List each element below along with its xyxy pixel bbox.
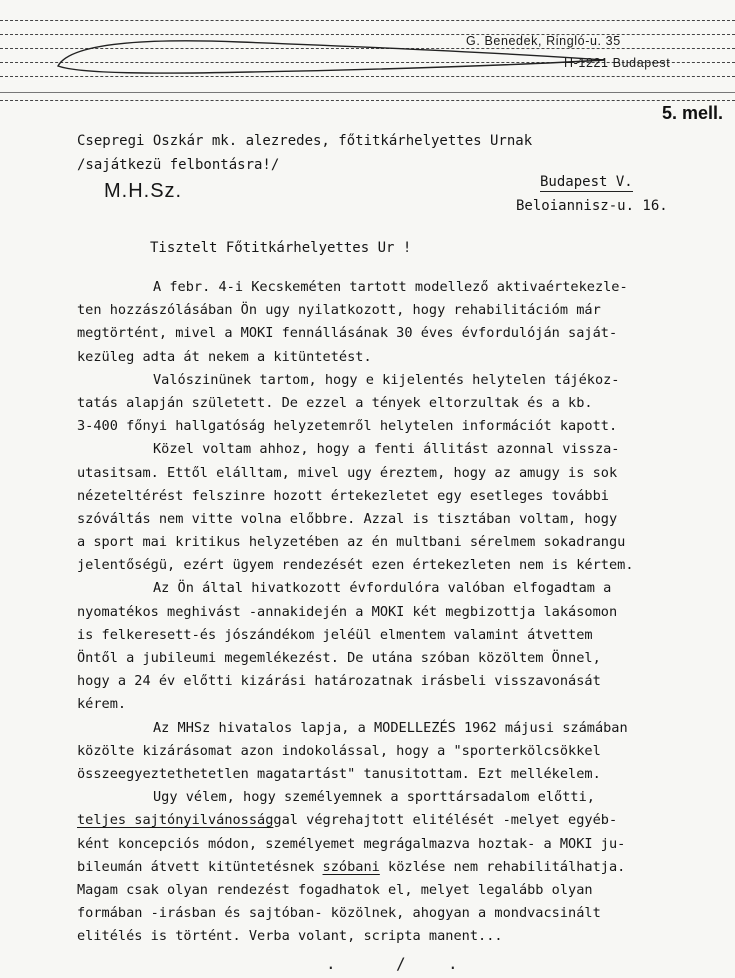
body-line-text: bileumán átvett kitüntetésnek <box>77 858 323 875</box>
body-line-text: közlése nem rehabilitálhatja. <box>379 858 626 875</box>
recipient-line-2: /sajátkezü felbontásra!/ <box>77 157 280 173</box>
body-line: megtörtént, mivel a MOKI fennállásának 30 éves évfordulóján saját- <box>77 325 618 342</box>
body-line: Magam csak olyan rendezést fogadhatok el, melyet legalább olyan <box>77 881 593 898</box>
page-mark: . <box>326 954 336 973</box>
body-line: Az MHSz hivatalos lapja, a MODELLEZÉS 1962 májusi számában <box>153 719 628 736</box>
footer-mark: / <box>396 954 406 973</box>
body-line: A febr. 4-i Kecskeméten tartott modellező aktivaértekezle- <box>153 279 628 295</box>
body-line: összeegyeztethetetlen magatartást" tanusitottam. Ezt mellékelem. <box>77 765 601 782</box>
letterhead <box>0 8 735 104</box>
letterhead-rule <box>0 100 735 101</box>
body-line: elitélés is történt. Verba volant, scripta manent... <box>77 928 503 945</box>
body-line <box>77 856 717 879</box>
body-line: Ugy vélem, hogy személyemnek a sporttársadalom előtti, <box>153 789 595 806</box>
location-city: Budapest V. <box>540 174 633 190</box>
body-line: ként koncepciós módon, személyemet megrágalmazva hoztak- a MOKI ju- <box>77 835 626 852</box>
underlined-text: teljes sajtónyilvánosság <box>77 812 274 829</box>
body-line: kezüleg adta át nekem a kitüntetést. <box>77 348 372 365</box>
body-line <box>77 809 717 832</box>
body-line: Öntől a jubileumi megemlékezést. De utána szóban közöltem Önnel, <box>77 650 601 666</box>
attachment-mark: 5. mell. <box>662 103 724 123</box>
body-line: utasitsam. Ettől elálltam, mivel ugy éreztem, hogy az amugy is sok <box>77 464 618 481</box>
location-street: Beloiannisz-u. 16. <box>516 198 668 214</box>
body-line: közölte kizárásomat azon indokolással, hogy a "sporterkölcsökkel <box>77 742 601 759</box>
letterhead-rule <box>0 92 735 93</box>
recipient-line-1: Csepregi Oszkár mk. alezredes, főtitkárhelyettes Urnak <box>77 133 533 149</box>
body-line: kérem. <box>77 696 127 713</box>
letterhead-postal-city: H-1221 Budapest <box>564 56 671 70</box>
handwritten-org: M.H.Sz. <box>104 180 183 202</box>
letterhead-rule <box>0 20 735 21</box>
letter-body <box>77 276 717 948</box>
salutation: Tisztelt Főtitkárhelyettes Ur ! <box>150 240 412 256</box>
body-line: 3-400 főnyi hallgatóság helyzetemről helytelen információt kapott. <box>77 418 618 435</box>
body-line: a sport mai kritikus helyzetében az én multbani sérelmem sokadrangu <box>77 534 626 551</box>
body-line: Valószinünek tartom, hogy e kijelentés helytelen tájékoz- <box>153 371 620 388</box>
body-line: szóváltás nem vitte volna előbbre. Azzal is tisztában voltam, hogy <box>77 510 618 527</box>
underlined-text: szóbani <box>322 858 380 875</box>
body-line: nézeteltérést felszinre hozott értekezletet egy esetleges további <box>77 487 609 504</box>
page-mark: . <box>448 954 458 973</box>
body-line: jelentőségü, ezért ügyem rendezését ezen értekezleten nem is kértem. <box>77 557 634 574</box>
body-line: Közel voltam ahhoz, hogy a fenti állitást azonnal vissza- <box>153 441 620 458</box>
body-line: hogy a 24 év előtti kizárási határozatnak irásbeli visszavonását <box>77 673 601 690</box>
body-line-text: gal végrehajtott elitélését -melyet egyéb- <box>273 812 618 829</box>
body-line: formában -irásban és sajtóban- közölnek, ahogyan a mondvacsinált <box>77 905 601 922</box>
body-line: is felkeresett-és jószándékom jeléül elmentem valamint átvettem <box>77 626 593 643</box>
letterhead-name-street: G. Benedek, Ringló-u. 35 <box>466 34 621 48</box>
body-line: tatás alapján született. De ezzel a tények eltorzultak és a kb. <box>77 394 593 411</box>
body-line: ten hozzászólásában Ön ugy nyilatkozott, hogy rehabilitációm már <box>77 302 601 319</box>
body-line: Az Ön által hivatkozott évfordulóra valóban elfogadtam a <box>153 580 612 597</box>
body-line: nyomatékos meghivást -annakidején a MOKI két megbizottja lakásomon <box>77 603 618 620</box>
